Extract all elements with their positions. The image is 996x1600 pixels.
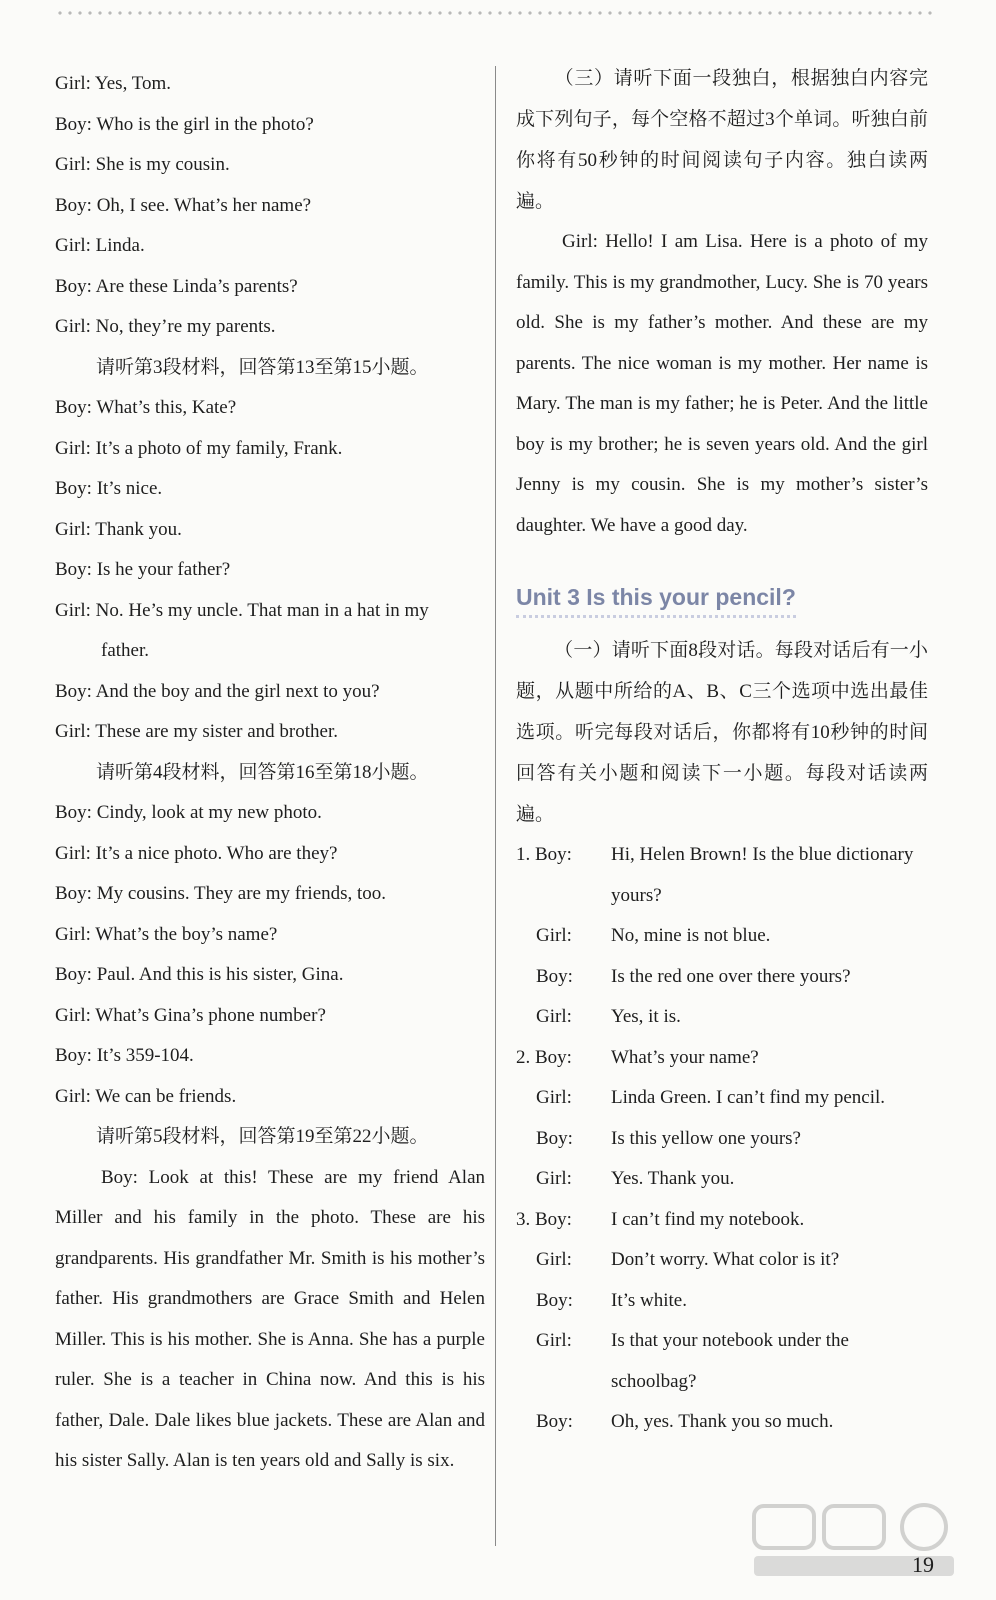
dialogue-row — [516, 997, 928, 1038]
dialogue-line: Girl: Yes, Tom. — [55, 73, 172, 94]
column-divider — [495, 66, 496, 1546]
dialogue-line: Girl: We can be friends. — [55, 1085, 237, 1107]
dialogue-row — [516, 1078, 928, 1119]
top-dotted-border — [55, 10, 935, 16]
dialogue-row — [516, 1321, 928, 1362]
dialogue-text: yours? — [611, 884, 662, 906]
dialogue-text: Don’t worry. What color is it? — [611, 1249, 840, 1270]
dialogue-text: I can’t find my notebook. — [611, 1208, 805, 1230]
speaker-label: 2. Boy: — [516, 1046, 572, 1068]
dialogue-text: Is the red one over there yours? — [611, 965, 851, 987]
dialogue-line: Boy: Is he your father? — [55, 559, 231, 580]
dialogue-row — [516, 1119, 928, 1160]
dialogue-line: Boy: Cindy, look at my new photo. — [55, 802, 322, 823]
dialogue-line: Boy: My cousins. They are my friends, too. — [55, 883, 387, 904]
speaker-label: Girl: — [536, 1330, 572, 1351]
speaker-label: Boy: — [536, 1127, 573, 1149]
section-instruction-line: 请听第4段材料，回答第16至第18小题。 — [96, 761, 429, 783]
dialogue-text: Yes. Thank you. — [611, 1168, 735, 1189]
dialogue-line: Boy: And the boy and the girl next to you? — [55, 680, 380, 702]
section3-instruction — [516, 58, 928, 222]
dialogue-line: Girl: These are my sister and brother. — [55, 721, 338, 742]
dialogue-line: Boy: Oh, I see. What’s her name? — [55, 194, 312, 216]
dialogue-list — [516, 835, 928, 1443]
dialogue-row — [516, 1240, 928, 1281]
dialogue-row — [516, 957, 928, 998]
speaker-label — [516, 876, 611, 917]
dialogue-line: Boy: Paul. And this is his sister, Gina. — [55, 964, 344, 985]
speaker-label: Girl: — [536, 925, 572, 946]
dialogue-text: What’s your name? — [611, 1046, 759, 1068]
section-instruction-line: 请听第3段材料，回答第13至第15小题。 — [96, 356, 429, 378]
dialogue-line: Boy: Are these Linda’s parents? — [55, 275, 298, 297]
dialogue-line: Girl: She is my cousin. — [55, 154, 230, 175]
speaker-label: Girl: — [536, 1168, 572, 1189]
page-number: 19 — [912, 1552, 934, 1577]
dialogue-line: Boy: What’s this, Kate? — [55, 397, 237, 418]
dialogue-text: Is that your notebook under the — [611, 1330, 849, 1351]
dialogue-text: Yes, it is. — [611, 1006, 681, 1027]
monologue-text: Girl: Hello! I am Lisa. Here is a photo of my family. This is my grandmother, Lucy. She is 70 years old. She is my father’s mother. And these are my parents. The nice woman is my mother. Her name is Mary. The man is my father; he is Peter. And the little boy is my brother; he is seven years old. And the girl Jenny is my cousin. She is my mother’s sister’s daughter. We have a good day. — [516, 231, 928, 536]
left-column — [55, 64, 485, 1482]
dialogue-line: Boy: It’s nice. — [55, 478, 163, 499]
speaker-label: Girl: — [536, 1006, 572, 1027]
speaker-label: Boy: — [536, 1411, 573, 1432]
dialogue-text: schoolbag? — [611, 1370, 697, 1392]
section-instruction-line: 请听第5段材料，回答第19至第22小题。 — [96, 1126, 429, 1147]
speaker-label: 1. Boy: — [516, 844, 572, 865]
section1-instruction — [516, 630, 928, 835]
dialogue-text: Linda Green. I can’t find my pencil. — [611, 1087, 885, 1108]
dialogue-line: Girl: No. He’s my uncle. That man in a hat in my — [55, 599, 429, 621]
section1-instruction-text: （一）请听下面8段对话。每段对话后有一小题，从题中所给的A、B、C三个选项中选出最佳选项。听完每段对话后，你都将有10秒钟的时间回答有关小题和阅读下一小题。每段对话读两遍。 — [516, 640, 928, 825]
dialogue-line: Girl: Linda. — [55, 235, 145, 256]
dialogue-line: father. — [101, 640, 150, 661]
dialogue-row — [516, 916, 928, 957]
section3-instruction-text: （三）请听下面一段独白，根据独白内容完成下列句子，每个空格不超过3个单词。听独白前你将有50秒钟的时间阅读句子内容。独白读两遍。 — [516, 68, 928, 212]
dialogue-text: No, mine is not blue. — [611, 925, 771, 946]
dialogue-row — [516, 1362, 928, 1403]
speaker-label: Boy: — [536, 1289, 573, 1311]
dialogue-line: Girl: It’s a nice photo. Who are they? — [55, 842, 338, 864]
dialogue-row — [516, 1281, 928, 1322]
dialogue-row — [516, 1200, 928, 1241]
unit-title: Unit 3 Is this your pencil? — [516, 584, 796, 618]
passage-paragraph — [55, 1158, 485, 1482]
dialogue-text: Hi, Helen Brown! Is the blue dictionary — [611, 844, 914, 865]
speaker-label: 3. Boy: — [516, 1208, 572, 1230]
dialogue-line: Girl: No, they’re my parents. — [55, 316, 276, 337]
speaker-label: Boy: — [536, 965, 573, 987]
dialogue-line: Boy: Who is the girl in the photo? — [55, 113, 314, 135]
passage-text: Boy: Look at this! These are my friend Alan Miller and his family in the photo. These are his grandparents. His grandfather Mr. Smith is his mother’s father. His grandmothers are Grace Smith and Helen Miller. This is his mother. She is Anna. She has a purple ruler. She is a teacher in China now. And this is his father, Dale. Dale likes blue jackets. These are Alan and his sister Sally. Alan is ten years old and Sally is six. — [55, 1166, 485, 1471]
dialogue-row — [516, 1159, 928, 1200]
dialogue-text: Oh, yes. Thank you so much. — [611, 1411, 834, 1432]
dialogue-line: Girl: What’s the boy’s name? — [55, 923, 278, 945]
dialogue-line: Girl: It’s a photo of my family, Frank. — [55, 437, 343, 459]
dialogue-row — [516, 835, 928, 876]
right-column — [516, 58, 928, 1443]
dialogue-line: Boy: It’s 359-104. — [55, 1045, 194, 1066]
monologue-paragraph — [516, 222, 928, 546]
speaker-label: Girl: — [536, 1087, 572, 1108]
dialogue-text: It’s white. — [611, 1289, 687, 1311]
dialogue-line: Girl: What’s Gina’s phone number? — [55, 1004, 326, 1026]
dialogue-line: Girl: Thank you. — [55, 518, 182, 540]
dialogue-row — [516, 1402, 928, 1443]
speaker-label — [516, 1362, 611, 1403]
dialogue-row — [516, 876, 928, 917]
dialogue-text: Is this yellow one yours? — [611, 1127, 801, 1149]
dialogue-row — [516, 1038, 928, 1079]
speaker-label: Girl: — [536, 1249, 572, 1270]
